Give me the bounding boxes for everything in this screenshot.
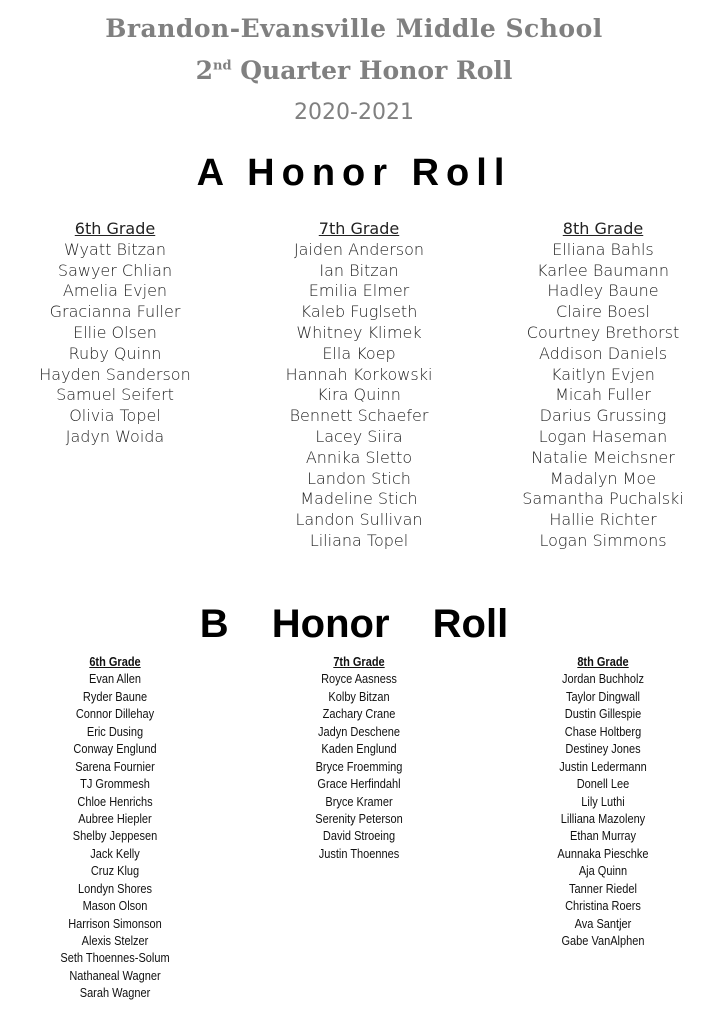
student-name: Kira Quinn (317, 385, 401, 405)
student-name: Ian Bitzan (319, 260, 399, 280)
student-name: Bryce Froemming (315, 759, 403, 774)
student-name: Logan Haseman (538, 426, 668, 446)
a-honor-7th-grade-list (259, 219, 459, 552)
student-name: Aubree Hiepler (78, 811, 152, 826)
student-name: Amelia Evjen (62, 281, 168, 301)
student-name: Eric Dusing (86, 724, 144, 739)
student-name: Lacey Siira (315, 426, 403, 446)
student-name: David Stroeing (322, 829, 396, 844)
a-honor-6th-grade-list (15, 219, 215, 448)
student-name: Connor Dillehay (75, 707, 155, 722)
grade-heading: 6th Grade (74, 219, 156, 238)
student-name: Addison Daniels (538, 343, 668, 363)
student-name: Shelby Jeppesen (72, 829, 158, 844)
b-honor-7th-grade-list (259, 654, 459, 863)
student-name: Gracianna Fuller (49, 302, 181, 322)
student-name: Gabe VanAlphen (561, 934, 645, 948)
student-name: Grace Herfindahl (317, 777, 401, 792)
student-name: Bennett Schaefer (289, 406, 429, 426)
student-name: TJ Grommesh (80, 777, 150, 792)
student-name: Jack Kelly (90, 846, 140, 861)
student-name: Ellie Olsen (73, 322, 157, 342)
student-name: Hallie Richter (549, 510, 657, 530)
student-name: Chase Holtberg (564, 724, 642, 739)
student-name: Ruby Quinn (68, 343, 162, 363)
grade-heading: 7th Grade (318, 219, 400, 238)
student-name: Sarena Fournier (75, 759, 155, 774)
student-name: Serenity Peterson (315, 811, 403, 826)
student-name: Wyatt Bitzan (64, 239, 166, 259)
student-name: Elliana Bahls (552, 239, 654, 259)
a-honor-roll-title: A Honor Roll (196, 152, 512, 194)
student-name: Kolby Bitzan (328, 689, 390, 704)
student-name: Ella Koep (322, 343, 396, 363)
student-name: Darius Grussing (539, 406, 667, 426)
student-name: Whitney Klimek (296, 322, 422, 342)
student-name: Landon Sullivan (295, 510, 423, 530)
student-name: Lily Luthi (581, 794, 625, 809)
student-name: Sarah Wagner (79, 986, 151, 1001)
student-name: Kaitlyn Evjen (551, 364, 655, 384)
student-name: Alexis Stelzer (81, 934, 149, 948)
student-name: Logan Simmons (539, 530, 667, 550)
student-name: Mason Olson (82, 899, 148, 914)
grade-heading: 7th Grade (333, 655, 385, 669)
student-name: Madeline Stich (300, 489, 418, 509)
student-name: Dustin Gillespie (564, 707, 642, 722)
student-name: Conway Englund (73, 742, 157, 757)
school-year: 2020-2021 (294, 100, 414, 125)
student-name: Taylor Dingwall (566, 689, 640, 704)
quarter-title (0, 56, 708, 85)
student-name: Jadyn Deschene (318, 724, 400, 739)
student-name: Ethan Murray (569, 829, 637, 844)
student-name: Samuel Seifert (56, 385, 174, 405)
student-name: Justin Thoennes (318, 846, 400, 861)
student-name: Zachary Crane (322, 707, 396, 722)
b-honor-6th-grade-list (15, 654, 215, 1003)
student-name: Evan Allen (88, 672, 141, 687)
a-honor-8th-grade-list (503, 219, 703, 552)
student-name: Annika Sletto (305, 447, 413, 467)
student-name: Nathaneal Wagner (69, 968, 161, 983)
student-name: Jordan Buchholz (562, 672, 644, 687)
student-name: Hayden Sanderson (39, 364, 191, 384)
quarter-ordinal-suffix: nd (213, 58, 232, 74)
student-name: Madalyn Moe (549, 468, 657, 488)
student-name: Lilliana Mazoleny (560, 811, 646, 826)
student-name: Jadyn Woida (65, 426, 165, 446)
student-name: Liliana Topel (309, 530, 409, 550)
student-name: Samantha Puchalski (522, 489, 684, 509)
quarter-number: 2 (195, 56, 214, 85)
student-name: Ryder Baune (82, 689, 148, 704)
student-name: Harrison Simonson (68, 916, 162, 931)
student-name: Sawyer Chlian (57, 260, 173, 280)
student-name: Kaden Englund (321, 742, 397, 757)
student-name: Justin Ledermann (559, 759, 647, 774)
student-name: Seth Thoennes-Solum (60, 951, 170, 966)
student-name: Hadley Baune (547, 281, 659, 301)
student-name: Emilia Elmer (308, 281, 410, 301)
student-name: Bryce Kramer (325, 794, 393, 809)
student-name: Courtney Brethorst (526, 322, 680, 342)
student-name: Jaiden Anderson (293, 239, 425, 259)
student-name: Tanner Riedel (569, 881, 637, 896)
student-name: Chloe Henrichs (77, 794, 153, 809)
student-name: Kaleb Fuglseth (300, 302, 418, 322)
student-name: Aja Quinn (578, 864, 628, 879)
student-name: Hannah Korkowski (285, 364, 433, 384)
b-honor-8th-grade-list (503, 654, 703, 950)
student-name: Londyn Shores (77, 881, 153, 896)
quarter-title-text: Quarter Honor Roll (231, 56, 513, 85)
student-name: Olivia Topel (69, 406, 161, 426)
student-name: Donell Lee (576, 777, 630, 792)
student-name: Micah Fuller (555, 385, 651, 405)
student-name: Royce Aasness (321, 672, 397, 687)
grade-heading: 8th Grade (577, 655, 629, 669)
student-name: Karlee Baumann (537, 260, 669, 280)
school-name: Brandon-Evansville Middle School (105, 14, 603, 43)
student-name: Claire Boesl (556, 302, 650, 322)
student-name: Destiney Jones (565, 742, 641, 757)
student-name: Ava Santjer (574, 916, 632, 931)
student-name: Landon Stich (307, 468, 411, 488)
student-name: Christina Roers (565, 899, 641, 914)
grade-heading: 6th Grade (89, 655, 141, 669)
grade-heading: 8th Grade (562, 219, 644, 238)
student-name: Aunnaka Pieschke (557, 846, 649, 861)
student-name: Cruz Klug (90, 864, 140, 879)
b-honor-roll-title: B Honor Roll (199, 602, 509, 646)
student-name: Natalie Meichsner (531, 447, 675, 467)
